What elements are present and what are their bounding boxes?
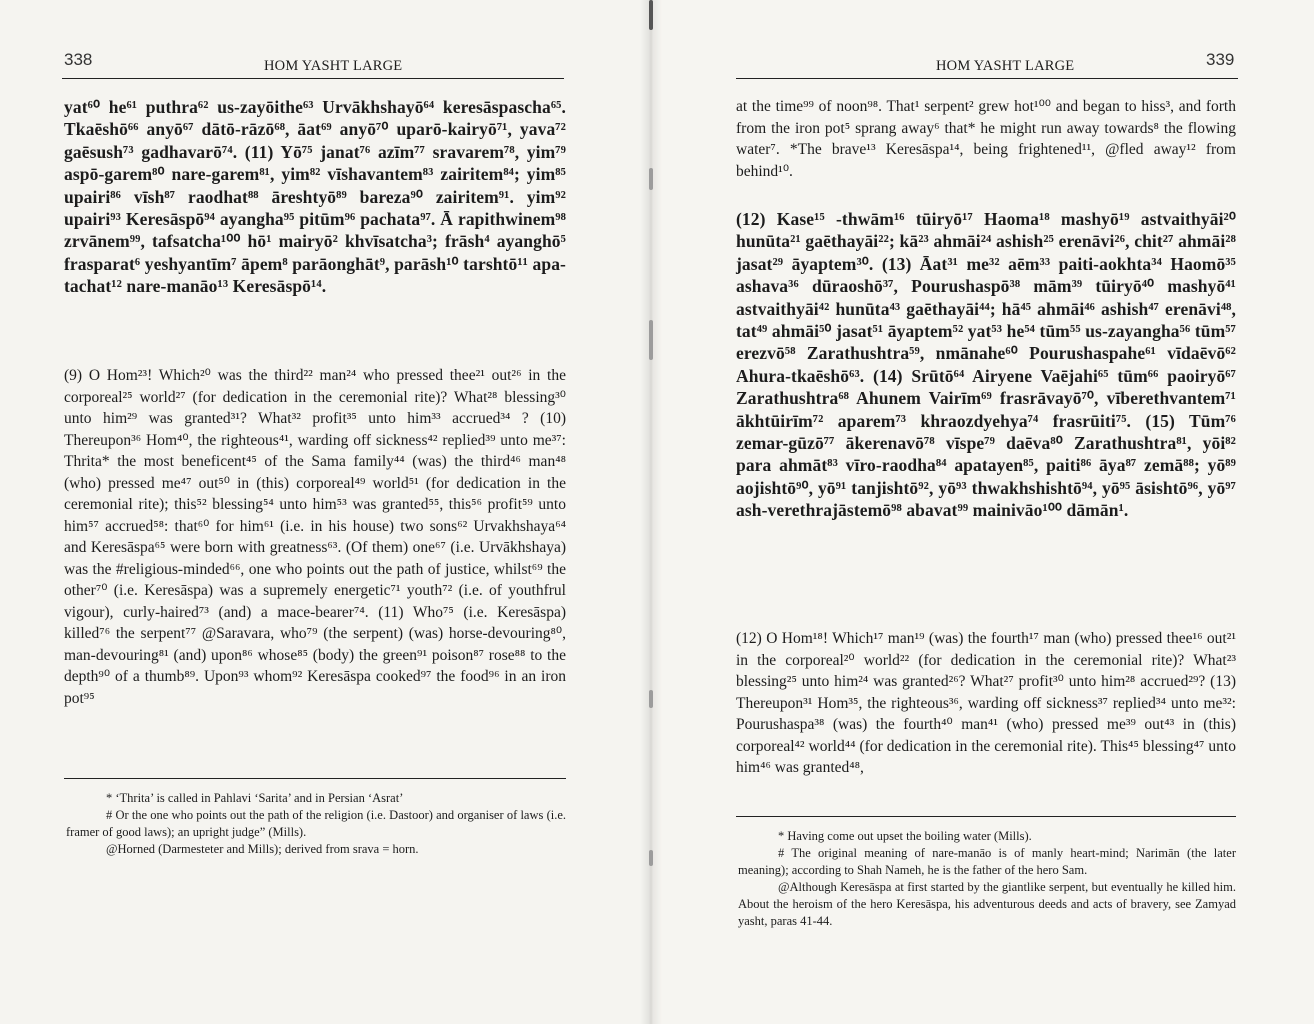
gutter-mark-4 (649, 690, 653, 708)
right-page (650, 0, 1314, 1024)
footnotes-left (66, 790, 566, 858)
gutter-mark-1 (649, 0, 653, 30)
translation-left: (9) O Hom²³! Which²⁰ was the third²² man²⁴ who pressed thee²¹ out²⁶ in the corporeal²⁵ world²⁷ (for dedication in the ceremonial rite)? What²⁸ blessing³⁰ unto him²⁹ was granted³¹? What³² profit³⁵ unto him³³ accrued³⁴ ? (10) Thereupon³⁶ Hom⁴⁰, the righteous⁴¹, warding off sickness⁴² replied³⁹ unto me³⁷: Thrita* the most beneficent⁴⁵ of the Sama family⁴⁴ (was) the third⁴⁶ man⁴⁸ (who) pressed me⁴⁷ out⁵⁰ in (this) corporeal⁴⁹ world⁵¹ (for dedication in the ceremonial rite); this⁵² blessing⁵⁴ unto him⁵³ was granted⁵⁵, this⁵⁶ profit⁵⁹ unto him⁵⁷ accrued⁵⁸: that⁶⁰ for him⁶¹ (i.e. in his house) two sons⁶² Urvakhshaya⁶⁴ and Keresāspa⁶⁵ were born with greatness⁶³. (Of them) one⁶⁷ (i.e. Urvākhshaya) was the #religious-minded⁶⁶, one who points out the path of justice, whilst⁶⁹ the other⁷⁰ (i.e. Keresāspa) was a supremely energetic⁷¹ youth⁷² (i.e. of youthfrul vigour), curly-haired⁷³ (and) a mace-bearer⁷⁴. (11) Who⁷⁵ (i.e. Keresāspa) killed⁷⁶ the serpent⁷⁷ @Saravara, who⁷⁹ (the serpent) (was) horse-devouring⁸⁰, man-devouring⁸¹ (and) upon⁸⁶ whose⁸⁵ (body) the green⁹¹ poison⁸⁷ rose⁸⁸ to the depth⁹⁰ of a thumb⁸⁹. Upon⁹³ whom⁹² Keresāspa cooked⁹⁷ the food⁹⁶ in an iron pot⁹⁵ (64, 367, 566, 707)
transliteration-left: yat⁶⁰ he⁶¹ puthra⁶² us-zayōithe⁶³ Urvākhshayō⁶⁴ keresāspascha⁶⁵. Tkaēshō⁶⁶ anyō⁶⁷ dātō-rāzō⁶⁸, āat⁶⁹ anyō⁷⁰ uparō-kairyō⁷¹, yava⁷² gaēsush⁷³ gadhavarō⁷⁴. (11) Yō⁷⁵ janat⁷⁶ azīm⁷⁷ sravarem⁷⁸, yim⁷⁹ aspō-garem⁸⁰ nare-garem⁸¹, yim⁸² vīshavantem⁸³ zairitem⁸⁴; yim⁸⁵ upairi⁸⁶ vīsh⁸⁷ raodhat⁸⁸ āreshtyō⁸⁹ bareza⁹⁰ zairitem⁹¹. yim⁹² upairi⁹³ Keresāspō⁹⁴ ayangha⁹⁵ pitūm⁹⁶ pachata⁹⁷. Ā rapithwinem⁹⁸ zrvānem⁹⁹, tafsatcha¹⁰⁰ hō¹ mairyō² khvīsatcha³; frāsh⁴ ayanghō⁵ frasparat⁶ yeshyantīm⁷ āpem⁸ parāonghāt⁹, parāsh¹⁰ tarshtō¹¹ apa-tachat¹² nare-manāo¹³ Keresāspō¹⁴. (64, 97, 566, 297)
footnote-left-2: # Or the one who points out the path of the religion (i.e. Dastoor) and organiser of laws (i.e. framer of good laws); an upright judge” (Mills). (66, 808, 566, 839)
footnote-right-2: # The original meaning of nare-manāo is of manly heart-mind; Narimān (the later meaning); according to Shah Nameh, he is the father of the hero Sam. (738, 846, 1236, 877)
footnote-right-3: @Although Keresāspa at first started by the giantlike serpent, but eventually he killed him. About the heroism of the hero Keresāspa, his adventurous deeds and acts of bravery, see Zamyad yasht, paras 41-44. (738, 880, 1236, 928)
gutter-mark-3 (649, 320, 653, 360)
transliteration-right: (12) Kase¹⁵ -thwām¹⁶ tūiryō¹⁷ Haoma¹⁸ mashyō¹⁹ astvaithyāi²⁰ hunūta²¹ gaēthayāi²²; kā²³ ahmāi²⁴ ashish²⁵ erenāvi²⁶, chit²⁷ ahmāi²⁸ jasat²⁹ āyaptem³⁰. (13) Āat³¹ me³² aēm³³ paiti-aokhta³⁴ Haomō³⁵ ashava³⁶ dūraoshō³⁷, Pourushaspō³⁸ mām³⁹ tūiryō⁴⁰ mashyō⁴¹ astvaithyāi⁴² hunūta⁴³ gaēthayāi⁴⁴; hā⁴⁵ ahmāi⁴⁶ ashish⁴⁷ erenāvi⁴⁸, tat⁴⁹ ahmāi⁵⁰ jasat⁵¹ āyaptem⁵² yat⁵³ he⁵⁴ tūm⁵⁵ us-zayangha⁵⁶ tūm⁵⁷ erezvō⁵⁸ Zarathushtra⁵⁹, nmānahe⁶⁰ Pourushaspahe⁶¹ vīdaēvō⁶² Ahura-tkaēshō⁶³. (14) Srūtō⁶⁴ Airyene Vaējahi⁶⁵ tūm⁶⁶ paoiryō⁶⁷ Zarathushtra⁶⁸ Ahunem Vairīm⁶⁹ frasrāvayō⁷⁰, vīberethvantem⁷¹ ākhtūirīm⁷² aparem⁷³ khraozdyehya⁷⁴ frasrūiti⁷⁵. (15) Tūm⁷⁶ zemar-gūzō⁷⁷ ākerenavō⁷⁸ vīspe⁷⁹ daēva⁸⁰ Zarathushtra⁸¹, yōi⁸² para ahmāt⁸³ vīro-raodha⁸⁴ apatayen⁸⁵, paiti⁸⁶ āya⁸⁷ zemā⁸⁸; yō⁸⁹ aojishtō⁹⁰, yō⁹¹ tanjishtō⁹², yō⁹³ thwakhshishtō⁹⁴, yō⁹⁵ āsishtō⁹⁶, yō⁹⁷ ash-verethrajāstemō⁹⁸ abavat⁹⁹ mainivāo¹⁰⁰ dāmān¹. (736, 209, 1236, 521)
page-number-right: 339 (1206, 50, 1235, 69)
page-number-left: 338 (64, 50, 93, 69)
footnote-left-1: * ‘Thrita’ is called in Pahlavi ‘Sarita’ and in Persian ‘Asrat’ (106, 791, 404, 805)
header-rule-right (736, 78, 1238, 79)
running-head-right: HOM YASHT LARGE (936, 58, 1075, 74)
footnote-left-3: @Horned (Darmesteter and Mills); derived from srava = horn. (106, 842, 419, 856)
running-head-left: HOM YASHT LARGE (264, 58, 403, 74)
footnotes-right (738, 828, 1236, 930)
footnote-rule-right (736, 816, 1236, 817)
header-rule-left (62, 78, 564, 79)
footnote-rule-left (64, 778, 566, 779)
gutter-mark-5 (649, 850, 653, 866)
footnote-right-1: * Having come out upset the boiling water (Mills). (778, 829, 1032, 843)
gutter-mark-2 (649, 168, 653, 190)
translation-right: (12) O Hom¹⁸! Which¹⁷ man¹⁹ (was) the fourth¹⁷ man (who) pressed thee¹⁶ out²¹ in the corporeal²⁰ world²² (for dedication in the ceremonial rite)? What²³ blessing²⁵ unto him²⁴ was granted²⁶? What²⁷ profit³⁰ unto him²⁸ accrued²⁹? (13) Thereupon³¹ Hom³⁵, the righteous³⁶, warding off sickness³⁷ replied³⁴ unto me³²: Pourushaspa³⁸ (was) the fourth⁴⁰ man⁴¹ (who) pressed me³⁹ out⁴³ in (this) corporeal⁴² world⁴⁴ (for dedication in the ceremonial rite). This⁴⁵ blessing⁴⁷ unto him⁴⁶ was granted⁴⁸, (736, 630, 1236, 776)
book-gutter (640, 0, 662, 1024)
translation-top-right: at the time⁹⁹ of noon⁹⁸. That¹ serpent² grew hot¹⁰⁰ and began to hiss³, and forth from the iron pot⁵ sprang away⁶ that* he might run away towards⁸ the flowing water⁷. *The brave¹³ Keresāspa¹⁴, being frightened¹¹, @fled away¹² from behind¹⁰. (736, 98, 1236, 180)
left-page (0, 0, 650, 1024)
